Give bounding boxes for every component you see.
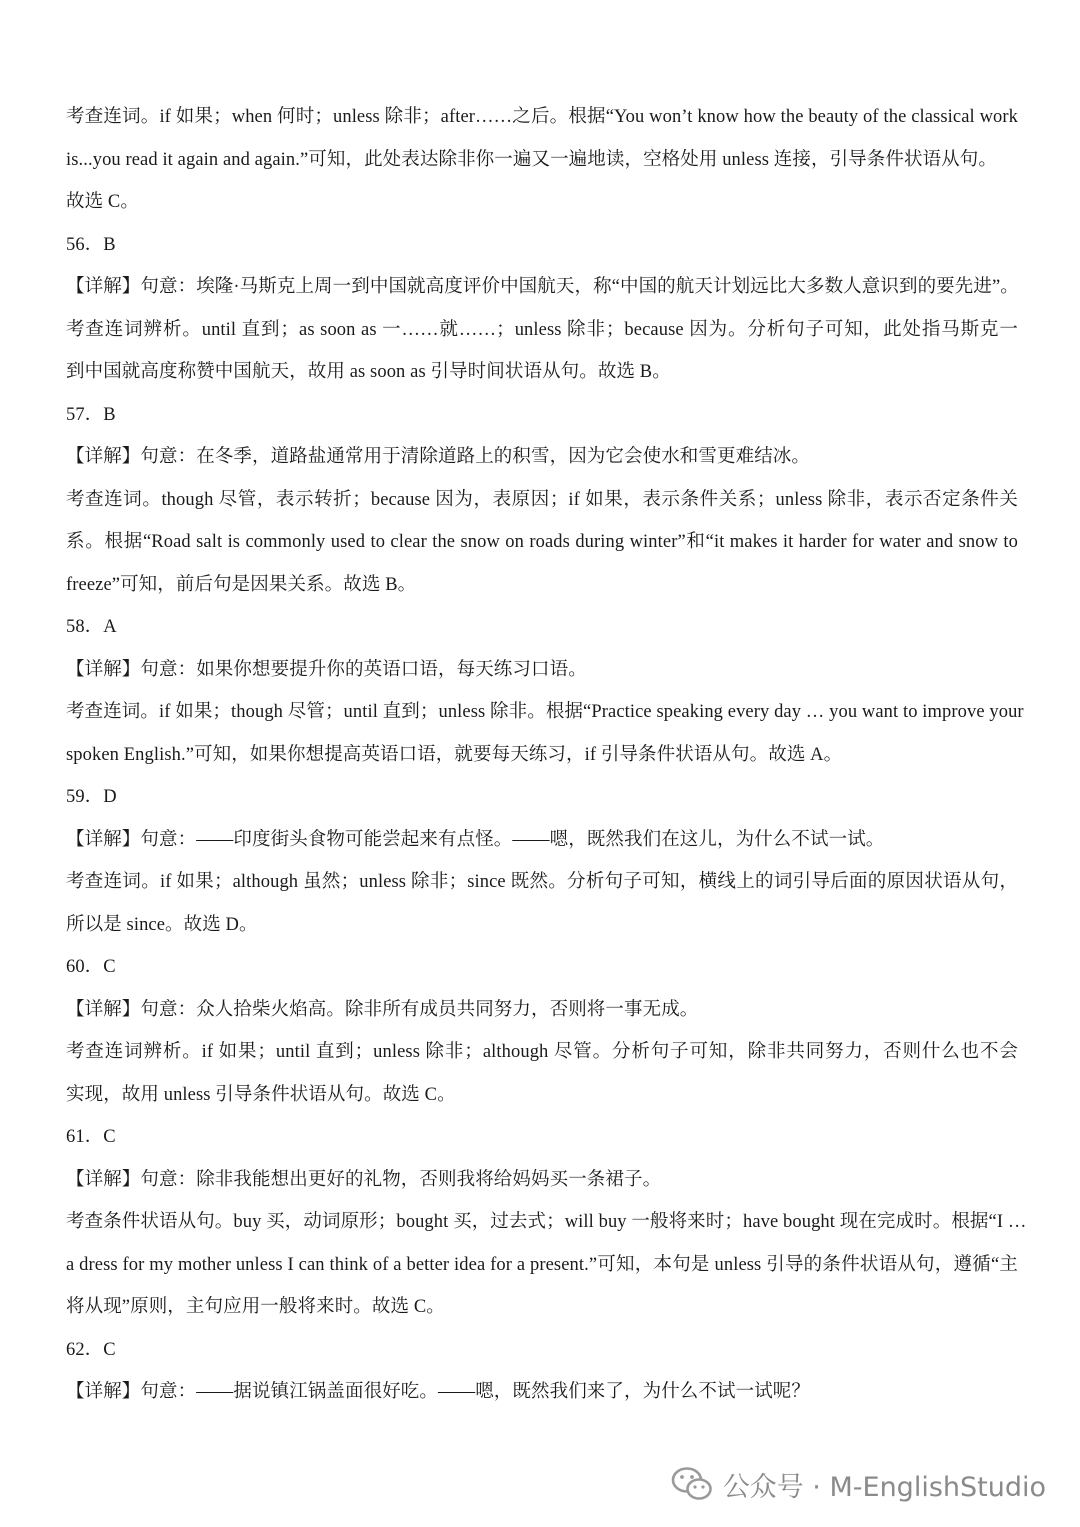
- text-line: 系。根据“Road salt is commonly used to clear the snow on roads during winter”和“it makes it harder for water and snow to: [66, 532, 1018, 552]
- text-line: 所以是 since。故选 D。: [66, 914, 258, 935]
- text-line: 实现，故用 unless 引导条件状语从句。故选 C。: [66, 1084, 456, 1105]
- watermark-text: 公众号 · M-EnglishStudio: [722, 1471, 1046, 1503]
- text-line: 考查连词。if 如果；when 何时；unless 除非；after……之后。根据“You won’t know how the beauty of the classical work: [66, 107, 1018, 127]
- text-line: 【详解】句意：众人拾柴火焰高。除非所有成员共同努力，否则将一事无成。: [66, 999, 699, 1020]
- text-line: 【详解】句意：在冬季，道路盐通常用于清除道路上的积雪，因为它会使水和雪更难结冰。: [66, 447, 811, 467]
- text-line: 61．C: [66, 1127, 116, 1147]
- wechat-icon: [671, 1466, 713, 1502]
- text-line: 59．D: [66, 787, 117, 807]
- document-body: [66, 96, 1027, 1414]
- text-line: 60．C: [66, 957, 116, 977]
- text-line: 考查连词。though 尽管，表示转折；because 因为，表原因；if 如果，表示条件关系；unless 除非，表示否定条件关: [66, 489, 1018, 510]
- text-line: 【详解】句意：——印度街头食物可能尝起来有点怪。——嗯，既然我们在这儿，为什么不试一试。: [66, 829, 885, 850]
- watermark: [671, 1458, 1046, 1510]
- text-line: 到中国就高度称赞中国航天，故用 as soon as 引导时间状语从句。故选 B。: [66, 362, 671, 382]
- text-line: is...you read it again and again.”可知，此处表达除非你一遍又一遍地读，空格处用 unless 连接，引导条件状语从句。: [66, 149, 997, 170]
- text-line: 58．A: [66, 617, 117, 637]
- text-line: 【详解】句意：——据说镇江锅盖面很好吃。——嗯，既然我们来了，为什么不试一试呢？: [66, 1382, 811, 1402]
- text-line: 故选 C。: [66, 192, 139, 212]
- text-line: 考查连词辨析。until 直到；as soon as 一……就……；unless 除非；because 因为。分析句子可知，此处指马斯克一: [66, 319, 1018, 340]
- text-line: 考查连词。if 如果；though 尽管；until 直到；unless 除非。根据“Practice speaking every day … you want to improve your: [66, 702, 1024, 722]
- text-line: a dress for my mother unless I can think of a better idea for a present.”可知，本句是 unless 引导的条件状语从句，遵循“主: [66, 1254, 1018, 1275]
- text-line: 56．B: [66, 234, 116, 255]
- text-line: 【详解】句意：除非我能想出更好的礼物，否则我将给妈妈买一条裙子。: [66, 1169, 662, 1190]
- text-line: 【详解】句意：埃隆·马斯克上周一到中国就高度评价中国航天，称“中国的航天计划远比大多数人意识到的要先进”。: [66, 277, 1019, 297]
- text-line: 考查连词辨析。if 如果；until 直到；unless 除非；although 尽管。分析句子可知，除非共同努力，否则什么也不会: [66, 1042, 1018, 1062]
- text-line: 62．C: [66, 1339, 116, 1360]
- text-line: 考查条件状语从句。buy 买，动词原形；bought 买，过去式；will buy 一般将来时；have bought 现在完成时。根据“I …: [66, 1212, 1027, 1232]
- text-line: 57．B: [66, 404, 116, 425]
- text-line: freeze”可知，前后句是因果关系。故选 B。: [66, 574, 417, 595]
- text-line: spoken English.”可知，如果你想提高英语口语，就要每天练习，if 引导条件状语从句。故选 A。: [66, 744, 843, 765]
- text-line: 【详解】句意：如果你想要提升你的英语口语，每天练习口语。: [66, 659, 587, 680]
- text-line: 将从现”原则，主句应用一般将来时。故选 C。: [66, 1297, 445, 1317]
- text-line: 考查连词。if 如果；although 虽然；unless 除非；since 既然。分析句子可知，横线上的词引导后面的原因状语从句，: [66, 872, 1018, 892]
